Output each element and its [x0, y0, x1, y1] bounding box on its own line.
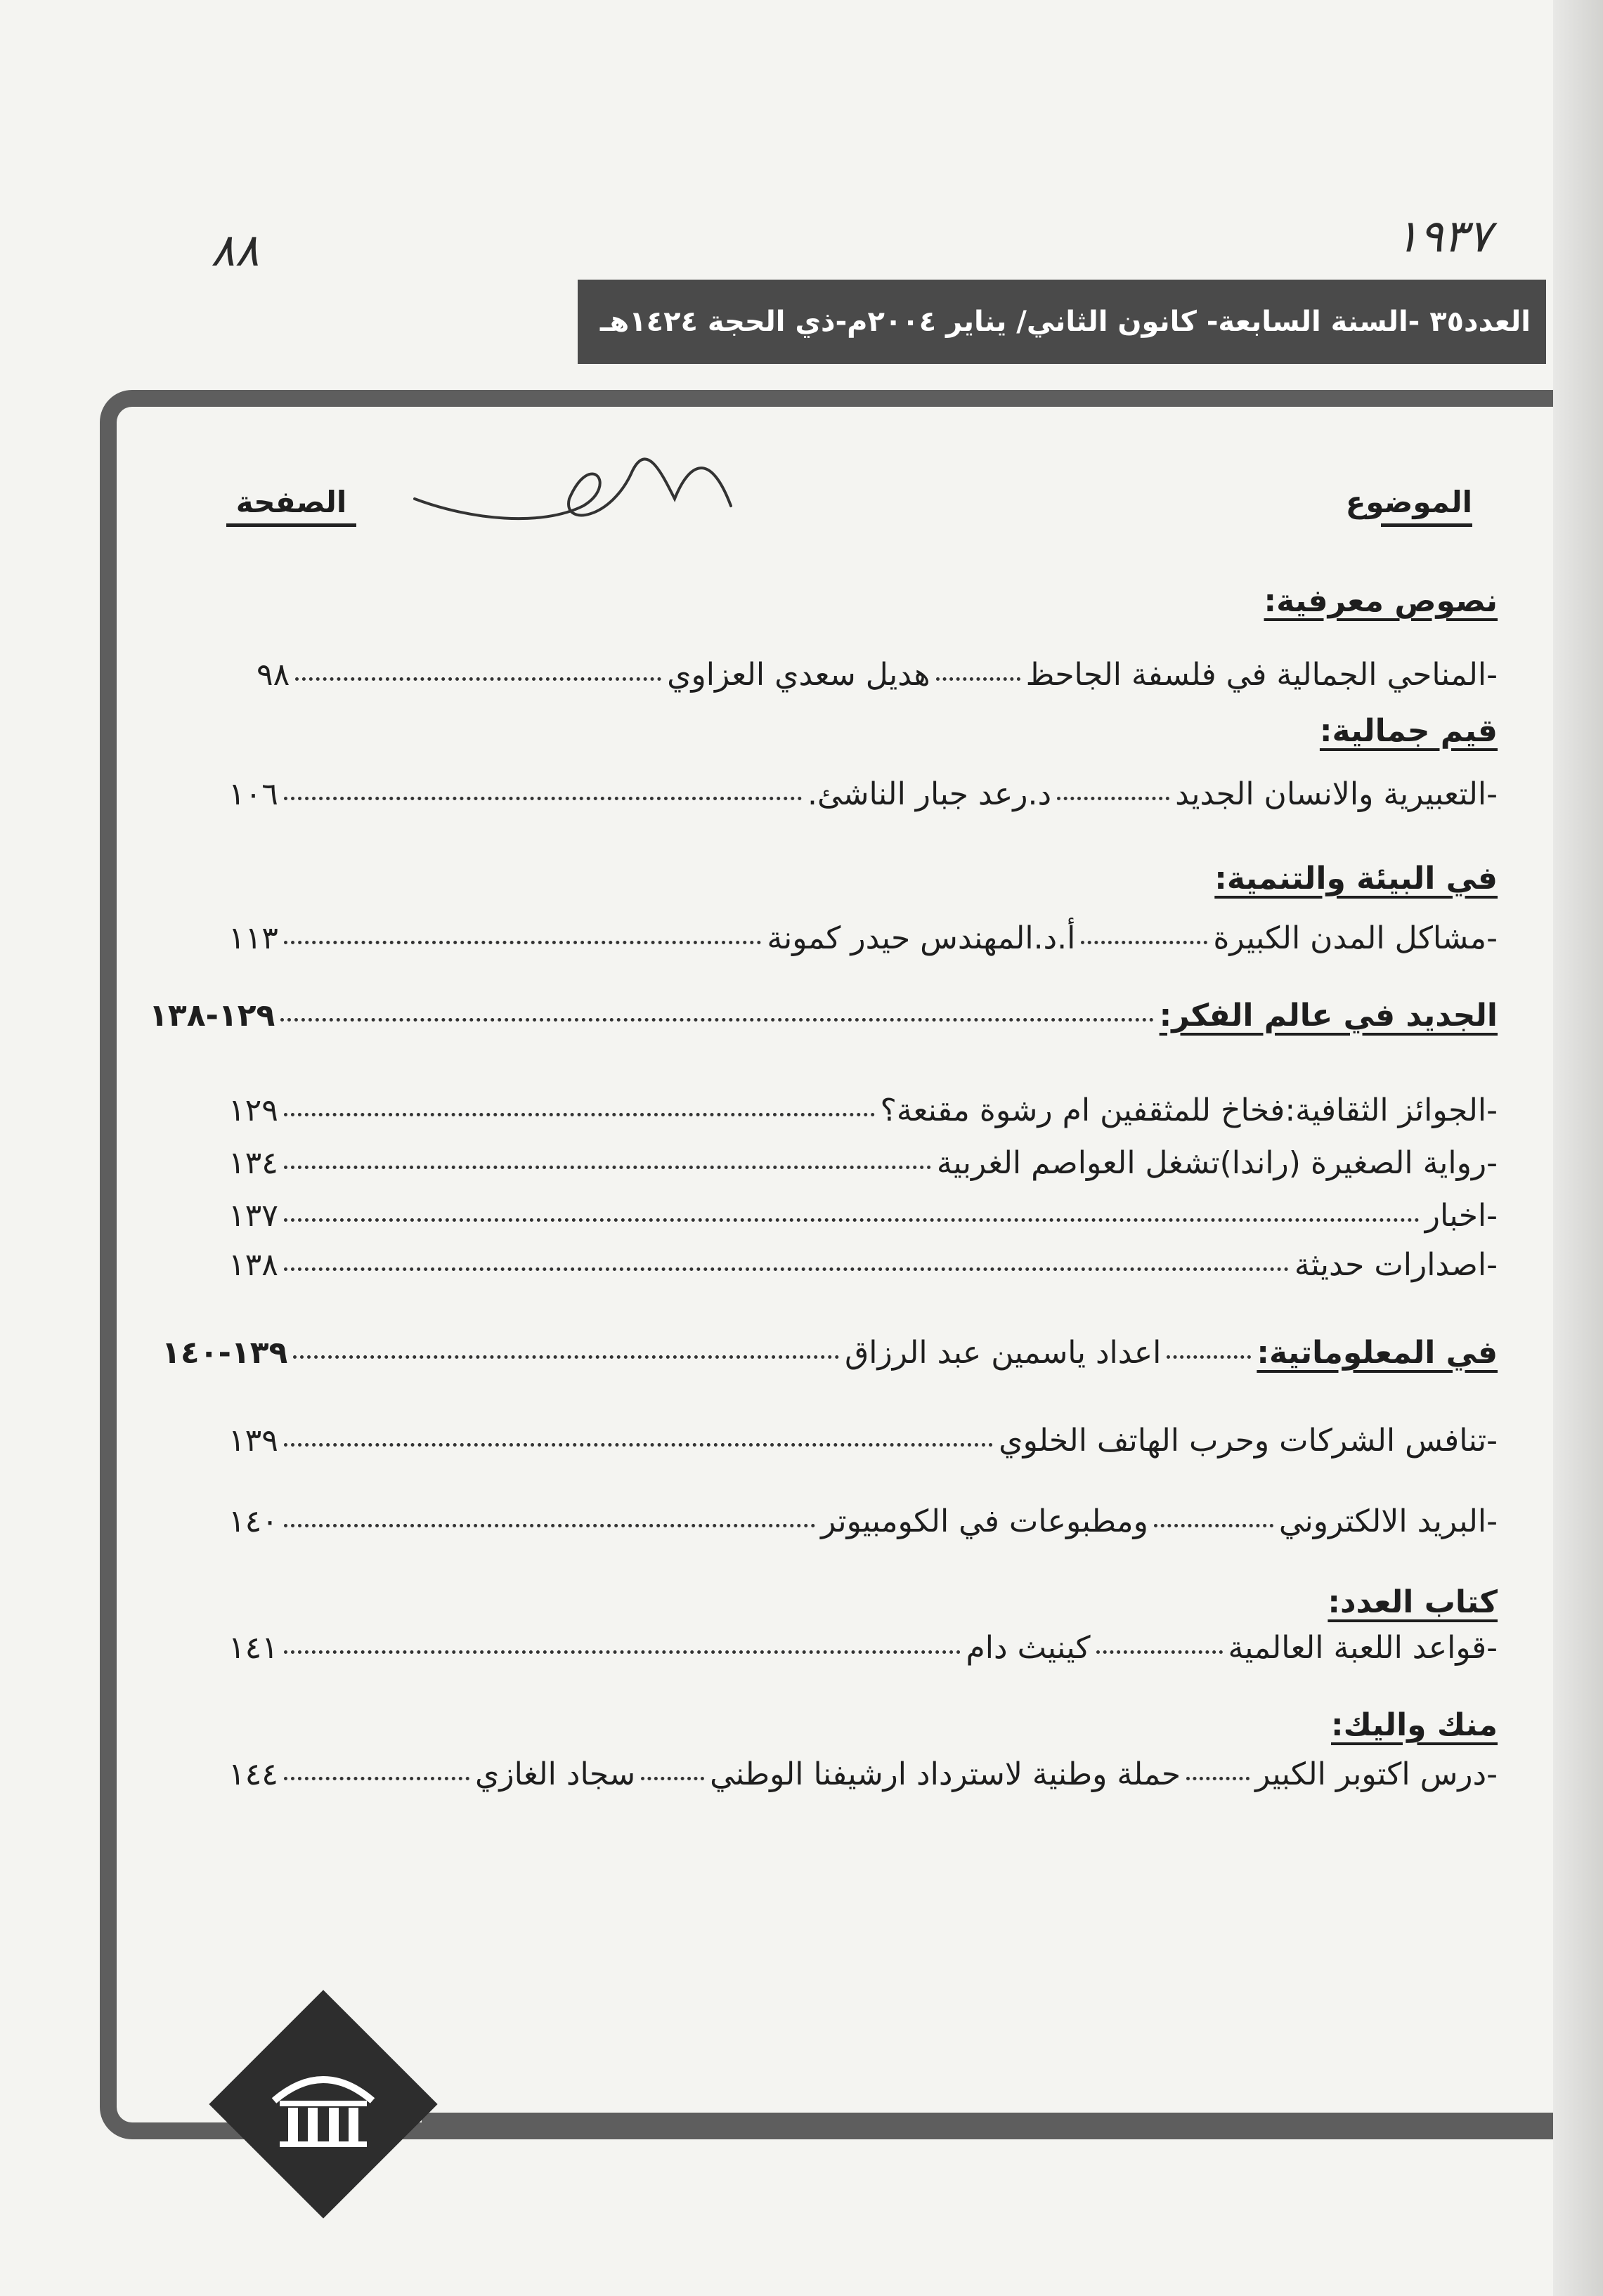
issue-header-band — [578, 280, 1546, 364]
entry-page: ١١٣ — [228, 920, 278, 956]
dot-leader — [1167, 1355, 1251, 1359]
dot-leader — [293, 1355, 839, 1359]
entry-title: -اخبار — [1424, 1198, 1498, 1234]
entry-title: -اصدارات حديثة — [1294, 1247, 1498, 1283]
toc-entry — [228, 776, 1498, 812]
section-page-range: ١٣٩-١٤٠ — [162, 1335, 288, 1371]
entry-title: -تنافس الشركات وحرب الهاتف الخلوي — [999, 1423, 1498, 1459]
entry-page: ١٣٤ — [228, 1145, 278, 1181]
toc-entry — [228, 1756, 1498, 1792]
section-heading: الجديد في عالم الفكر: — [1159, 998, 1498, 1033]
dot-leader — [284, 797, 802, 800]
dot-leader — [1154, 1524, 1273, 1527]
toc-entry — [228, 1247, 1498, 1283]
entry-page: ١٣٨ — [228, 1247, 278, 1283]
section-heading: قيم جمالية: — [1319, 713, 1498, 749]
dot-leader — [1057, 797, 1169, 800]
dot-leader — [936, 677, 1020, 681]
entry-title: -درس اكتوبر الكبير — [1255, 1756, 1498, 1792]
entry-page: ١٤٠ — [228, 1504, 278, 1539]
dot-leader — [284, 1650, 961, 1654]
section-heading: كتاب العدد: — [1328, 1584, 1498, 1620]
entry-page: ١٢٩ — [228, 1092, 278, 1128]
entry-title: -رواية الصغيرة (راندا)تشغل العواصم الغربية — [936, 1145, 1498, 1181]
dot-leader — [641, 1777, 704, 1780]
dot-leader — [284, 1218, 1420, 1222]
entry-page: ١٤١ — [228, 1630, 278, 1666]
dot-leader — [1081, 941, 1207, 944]
entry-title: -التعبيرية والانسان الجديد — [1175, 776, 1498, 812]
issue-line: العدد٣٥ -السنة السابعة- كانون الثاني/ يناير ٢٠٠٤م-ذي الحجة ١٤٢٤هـ — [599, 306, 1531, 338]
entry-title: -الجوائز الثقافية:فخاخ للمثقفين ام رشوة مقنعة؟ — [880, 1092, 1498, 1128]
entry-title: -المناحي الجمالية في فلسفة الجاحظ — [1025, 657, 1498, 693]
page-edge-shadow — [1553, 0, 1603, 2296]
section-page-range: ١٢٩-١٣٨ — [149, 998, 275, 1033]
toc-entry — [228, 1423, 1498, 1459]
handwritten-note-right: ١٩٣٧ — [1395, 211, 1492, 263]
dot-leader — [295, 677, 661, 681]
toc-entry — [228, 920, 1498, 956]
toc-entry — [228, 1145, 1498, 1181]
entry-author: كينيث دام — [966, 1630, 1091, 1666]
dot-leader — [284, 1777, 469, 1780]
entry-title: -قواعد اللعبة العالمية — [1228, 1630, 1498, 1666]
frame-bottom-bar — [422, 2113, 1553, 2129]
section-heading: منك واليك: — [1331, 1707, 1498, 1743]
section-heading: نصوص معرفية: — [1264, 583, 1498, 619]
section-heading: في البيئة والتنمية: — [1214, 861, 1498, 896]
entry-title: -مشاكل المدن الكبيرة — [1213, 920, 1498, 956]
dot-leader — [284, 1267, 1289, 1271]
section-author: اعداد ياسمين عبد الرزاق — [845, 1335, 1162, 1371]
entry-author: هديل سعدي العزاوي — [667, 657, 930, 693]
entry-author: حملة وطنية لاسترداد ارشيفنا الوطني — [710, 1756, 1181, 1792]
dot-leader — [1186, 1777, 1250, 1780]
toc-entry — [228, 1092, 1498, 1128]
toc-entry — [228, 1198, 1498, 1234]
toc-entry — [228, 1504, 1498, 1539]
dot-leader — [1096, 1650, 1223, 1654]
toc-section-entry — [162, 1335, 1498, 1371]
toc-entry — [228, 1630, 1498, 1666]
dot-leader — [280, 1018, 1153, 1022]
dot-leader — [284, 1166, 931, 1169]
dot-leader — [284, 1113, 875, 1116]
entry-author: أ.د.المهندس حيدر كمونة — [767, 920, 1076, 956]
dot-leader — [284, 1524, 815, 1527]
entry-page: ١٤٤ — [228, 1756, 278, 1792]
dot-leader — [284, 941, 761, 944]
columns-logo-icon — [267, 2059, 379, 2150]
entry-author: ومطبوعات في الكومبيوتر — [821, 1504, 1148, 1539]
entry-page: ١٣٧ — [228, 1198, 278, 1234]
toc-entry — [257, 657, 1498, 693]
dot-leader — [284, 1443, 993, 1447]
column-heading-page: الصفحة — [226, 485, 356, 527]
entry-author: د.رعد جبار الناشئ. — [807, 776, 1052, 812]
toc-section-entry — [149, 998, 1498, 1033]
entry-title: -البريد الالكتروني — [1278, 1504, 1498, 1539]
entry-page: ١٣٩ — [228, 1423, 278, 1459]
entry-author: سجاد الغازي — [474, 1756, 636, 1792]
column-heading-topic: الموضوع — [1381, 485, 1472, 527]
entry-page: ١٠٦ — [228, 776, 278, 812]
handwritten-note-left: ٨٨ — [211, 225, 259, 277]
entry-page: ٩٨ — [257, 657, 290, 693]
section-heading: في المعلوماتية: — [1257, 1335, 1498, 1371]
